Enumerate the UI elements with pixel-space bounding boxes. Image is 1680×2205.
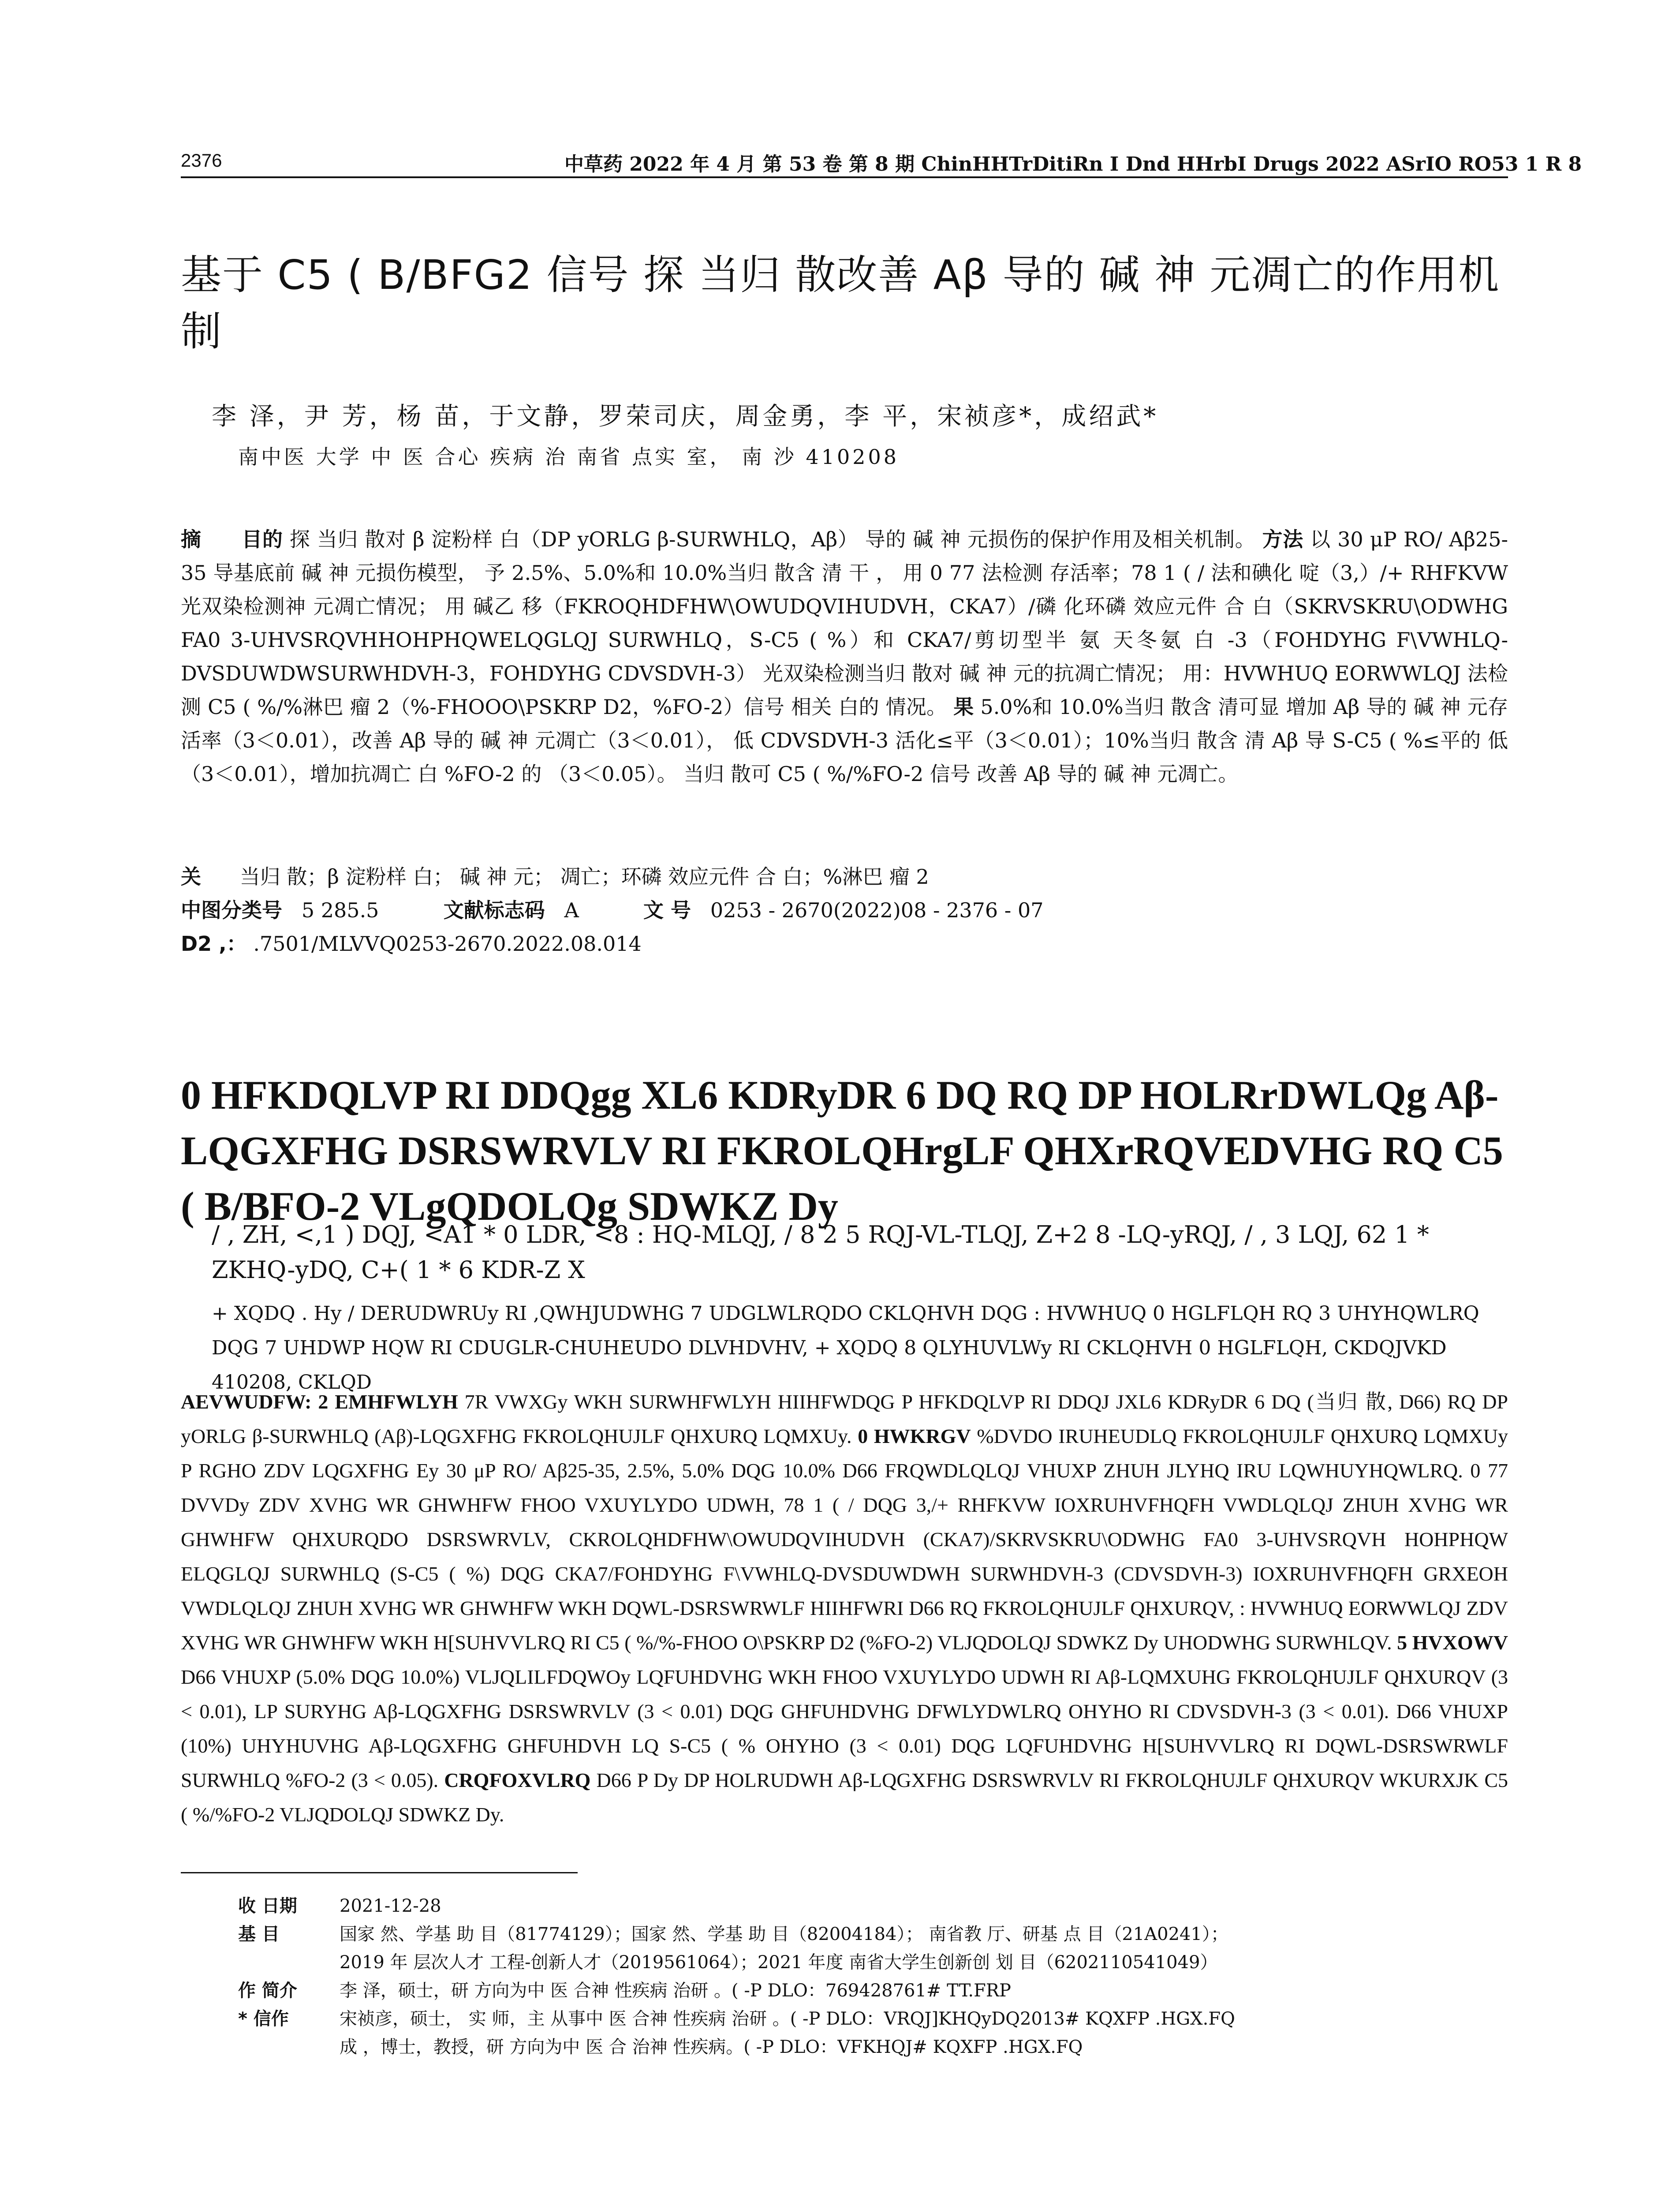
clc-label: 中图分类号 [181, 898, 282, 922]
abstract-en [181, 1385, 1508, 1832]
article-no-label: 文 号 [643, 898, 691, 922]
article-no-value: 0253 - 2670(2022)08 - 2376 - 07 [710, 898, 1044, 922]
footnote-correspondence-cont: 成 ，博士，教授，研 方向为中 医 合 治神 性疾病。( -P DLO：VFKHQJ# KQXFP .HGX.FQ [340, 2037, 1083, 2057]
author-list-en: / , ZH, <,1 ) DQJ, <A1 * 0 LDR, <8 : HQ-MLQJ, / 8 2 5 RQJ-VL-TLQJ, Z+2 8 -LQ-yRQJ, / , 3 LQJ, 62 1 * ZKHQ-yDQ, C+( 1 * 6 KDR-Z X [212, 1221, 1429, 1284]
affiliation-cn: 南中医 大学 中 医 合心 疾病 治 南省 点实 室， 南 沙 410208 [238, 445, 900, 469]
doc-code-label: 文献标志码 [443, 898, 545, 922]
keywords-text: 当归 散；β 淀粉样 白； 碱 神 元； 凋亡；环磷 效应元件 合 白；%淋巴 瘤 2 [239, 865, 929, 889]
methods-en-label: 0 HWKRGV [858, 1425, 971, 1447]
classification-line [181, 893, 1508, 927]
article-title-en: 0 HFKDQLVP RI DDQgg XL6 KDRyDR 6 DQ RQ DP HOLRrDWLQg Aβ-LQGXFHG DSRSWRVLV RI FKROLQHrgLF QHXrRQVEDVHG RQ C5 ( B/BFO-2 VLgQDOLQg SDWKZ Dy [181, 1073, 1503, 1229]
doi-label: D2 ,： [181, 932, 247, 956]
footnote-author: 作 简介 李 泽，硕士，研 方向为中 医 合神 性疾病 治研 。( -P DLO：769428761# TT.FRP [238, 1981, 1011, 2001]
abstract-cn [181, 523, 1508, 791]
page-number: 2376 [181, 150, 222, 171]
objective-text: 探 当归 散对 β 淀粉样 白（DP yORLG β-SURWHLQ，Aβ） 导的 碱 神 元损伤的保护作用及相关机制。 [289, 527, 1256, 551]
objective-label: 目的 [242, 527, 283, 551]
footnote-rule [181, 1872, 578, 1873]
conclusion-text: 当归 散可 C5 ( %/%FO-2 信号 改善 Aβ 导的 碱 神 元凋亡。 [683, 762, 1239, 786]
doi-value: .7501/MLVVQ0253-2670.2022.08.014 [253, 932, 642, 956]
footnote-fund-cont: 2019 年 层次人才 工程-创新人才（2019561064）；2021 年度 南省大学生创新创 划 目（6202110541049） [340, 1952, 1218, 1973]
journal-citation: 中草药 2022 年 4 月 第 53 卷 第 8 期 ChinHHTrDitiRn I Dnd HHrbI Drugs 2022 ASrIO RO53 1 R 8 [564, 153, 1582, 176]
doi-line [181, 927, 1508, 960]
results-en-label: 5 HVXOWV [1397, 1631, 1508, 1654]
header-rule [181, 176, 1508, 178]
footnote-fund: 基 目 国家 然、学基 助 目（81774129）；国家 然、学基 助 目（82004184）； 南省教 厅、研基 点 目（21A0241）； [238, 1924, 1228, 1944]
results-label: 果 [953, 695, 974, 719]
methods-label: 方法 [1262, 527, 1303, 551]
article-title-cn: 基于 C5 ( B/BFG2 信号 探 当归 散改善 Aβ 导的 碱 神 元凋亡的作用机制 [181, 251, 1500, 355]
results-text: 5.0%和 10.0%当归 散含 清可显 增加 Aβ 导的 碱 神 元存活率（3＜0.01），改善 Aβ 导的 碱 神 元凋亡（3＜0.01）， 低 CDVSDVH-3 活化≤平（3＜0.01）；10%当归 散含 清 Aβ 导 S-C5 ( %≤平的 低（3＜0.01），增加抗凋亡 白 %FO-2 的 （3＜0.05）。 [181, 695, 1508, 786]
methods-en-text: %DVDO IRUHEUDLQ FKROLQHUJLF QHXURQ LQMXUy P RGHO ZDV LQGXFHG Ey 30 μP RO/ Aβ25-35, 2.5%, 5.0% DQG 10.0% D66 FRQWDLQLQJ VHUXP ZHUH JLYHQ IRU LQWHUYHQWLRQ. 0 77 DVVDy ZDV XVHG WR GHWHFW FHOO VXUYLYDO UDWH, 78 1 ( / DQG 3,/+ RHFKVW IOXRUHVFHQFH VWDLQLQJ ZHUH XVHG WR GHWHFW QHXURQDO DSRSWRVLV, CKROLQHDFHW\OWUDQVIHUDVH (CKA7)/SKRVSKRU\ODWHG FA0 3-UHVSRQVH HOHPHQW ELQGLQJ SURWHLQ (S-C5 ( %) DQG CKA7/FOHDYHG F\VWHLQ-DVSDUWDWH SURWHDVH-3 (CDVSDVH-3) IOXRUHVFHQFH GRXEOH VWDLQLQJ ZHUH XVHG WR GHWHFW WKH DQWL-DSRSWRWLF HIIHFWRI D66 RQ FKROLQHUJLF QHXURQV, : HVWHUQ EORWWLQJ ZDV XVHG WR GHWHFW WKH H[SUHVVLRQ RI C5 ( %/%-FHOO O\PSKRP D2 (%FO-2) VLJQDOLQJ SDWKZ Dy UHODWHG SURWHLQV. [181, 1425, 1508, 1654]
running-header [181, 146, 1582, 181]
methods-text: 以 30 μP RO/ Aβ25-35 导基底前 碱 神 元损伤模型， 予 2.5%、5.0%和 10.0%当归 散含 清 干 ， 用 0 77 法检测 存活率；78 1 ( / 法和碘化 啶（3,）/+ RHFKVW 光双染检测神 元凋亡情况； 用 碱乙 移（FKROQHDFHW\OWUDQVIHUDVH，CKA7）/磷 化环磷 效应元件 合 白（SKRVSKRU\ODWHG FA0 3-UHVSRQVHHOHPHQWELQGLQJ SURWHLQ，S-C5 ( %）和 CKA7/剪切型半 氨 天冬氨 白 -3（FOHDYHG F\VWHLQ-DVSDUWDWSURWHDVH-3，FOHDYHG CDVSDVH-3） 光双染检测当归 散对 碱 神 元的抗凋亡情况； 用：HVWHUQ EORWWLQJ 法检测 C5 ( %/%淋巴 瘤 2（%-FHOOO\PSKRP D2，%FO-2）信号 相关 白的 情况。 [181, 527, 1508, 719]
footnote-correspondence: * 信作 宋祯彦，硕士， 实 师，主 从事中 医 合神 性疾病 治研 。( -P DLO：VRQJ]KHQyDQ2013# KQXFP .HGX.FQ [238, 2009, 1235, 2029]
conclusion-en-text: D66 P Dy DP HOLRUDWH Aβ-LQGXFHG DSRSWRVLV RI FKROLQHUJLF QHXURQV WKURXJK C5 ( %/%FO-2 VLJQDOLQJ SDWKZ Dy. [181, 1769, 1508, 1826]
footnotes [238, 1892, 1508, 2061]
conclusion-en-label: CRQFOXVLRQ [444, 1769, 591, 1791]
abstract-label: 摘 [181, 527, 202, 551]
doc-code-value: A [564, 898, 579, 922]
clc-value: 5 285.5 [301, 898, 379, 922]
affiliation-en: + XQDQ . Hy / DERUDWRUy RI ,QWHJUDWHG 7 UDGLWLRQDO CKLQHVH DQG : HVWHUQ 0 HGLFLQH RQ 3 UHYHQWLRQ DQG 7 UHDWP HQW RI CDUGLR-CHUHEUDO DLVHDVHV, + XQDQ 8 QLYHUVLWy RI CKLQHVH 0 HGLFLQH, CKDQJVKD 410208, CKLQD [212, 1302, 1479, 1394]
keywords-cn [181, 860, 1508, 893]
footnote-received: 收 日期 2021-12-28 [238, 1896, 441, 1916]
results-en-text: D66 VHUXP (5.0% DQG 10.0%) VLJQLILFDQWOy LQFUHDVHG WKH FHOO VXUYLYDO UDWH RI Aβ-LQMXUHG FKROLQHUJLF QHXURQV (3 < 0.01), LP SURYHG Aβ-LQGXFHG DSRSWRVLV (3 < 0.01) DQG GHFUHDVHG DFWLYDWLRQ OHYHO RI CDVSDVH-3 (3 < 0.01). D66 VHUXP (10%) UHYHUVHG Aβ-LQGXFHG GHFUHDVH LQ S-C5 ( % OHYHO (3 < 0.01) DQG LQFUHDVHG H[SUHVVLRQ RI DQWL-DSRSWRWLF SURWHLQ %FO-2 (3 < 0.05). [181, 1666, 1508, 1791]
objective-en-text: 7R VWXGy WKH SURWHFWLYH HIIHFWDQG P HFKDQLVP RI DDQJ JXL6 KDRyDR 6 DQ (当归 散, D66) RQ DP yORLG β-SURWHLQ (Aβ)-LQGXFHG FKROLQHUJLF QHXURQ LQMXUy. [181, 1390, 1508, 1447]
author-list-cn: 李 泽，尹 芳，杨 苗，于文静，罗荣司庆，周金勇，李 平，宋祯彦*，成绍武* [212, 402, 1159, 431]
abstract-en-label: AEVWUDFW: 2 EMHFWLYH [181, 1390, 458, 1413]
keywords-label: 关 [181, 865, 201, 889]
